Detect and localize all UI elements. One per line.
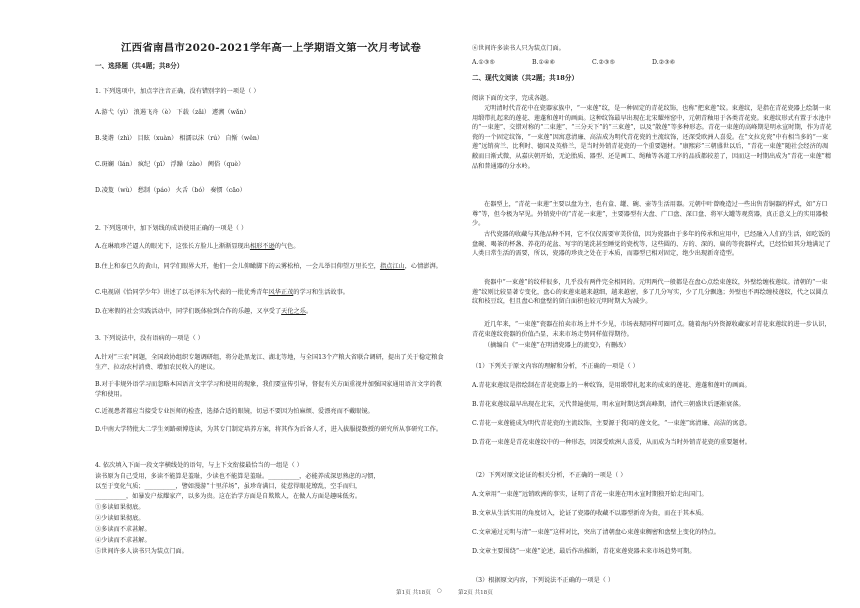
q4-item-1: ①多读如果彻底。 — [95, 504, 145, 511]
footer-left-page-number: 第1页 共18页 — [396, 590, 431, 596]
passage-source: （摘编自《“一束莲”在明清瓷器上的流变》，有删改） — [484, 342, 630, 349]
q6-stem: （2）下列对原文论证的相关分析，不正确的一项是（ ） — [472, 472, 627, 479]
q4-stem: 4. 依次填入下面一段文字横线处的语句，与上下文衔接最恰当的一组是（ ） — [95, 462, 303, 469]
q6-option-b: B.文章从生活实用的角度切入，论证了瓷器的收藏不以器型新奇为贵，而在于其本质。 — [472, 510, 708, 517]
q4-passage-line3: __________，如暴发户炫耀家产，以多为贵。这在治学方面是自欺欺人，在做人方面是趣味低劣。 — [95, 493, 362, 500]
q2-option-a: A.在琳琅珍芒逼人的眼光下，这张长方脸儿上渐渐显现出相形不逊的气色。 — [95, 243, 300, 250]
q5-option-d: D.青花一束莲是青花束莲纹中的一种形态，因深受欧洲人喜爱，从而成为当时外销青花瓷的重要题材。 — [472, 439, 751, 446]
passage-paragraph-1: 元明清时代青花中在瓷器家族中，“一束莲”纹，是一种固定的青花纹饰，也称“把束莲”纹。束莲纹，是指在青花瓷器上绘制一束用缎带扎起来的莲花、莲蓬和莲叶的画面。这种纹饰最早出现在北宋耀州窑中，元朝青釉用于各类青花瓷。束莲纹形式有置于水池中的“一束莲”、交错对称的“二束莲”、“三分天下”的“三束莲”，以及“散莲”等多种形态。青花一束莲的高峰期是明永宣时期，作为青花瓷的一个固定纹饰，“一束莲”因寓意清廉、高洁成为明代青花瓷的主流纹饰，还深受欧洲人喜爱。在“文拉克瓷”中有相当多的“一束莲”远销荷兰、比利时、德国及英格兰，是当时外销青花瓷的一个重要题材。“康熙彩”三朝盛世以后，“青花一束莲”随社会经济的凋敝而日渐式微，从嘉庆朝开始，无论胎质、器型、还是画工、绳釉等各道工序的品质都较差了，因而这一时期出成为“青花一束莲”精品和普通器的分水岭。 — [472, 105, 832, 170]
q3-option-d: D.中南大学特批大二学生刘路硕博连读，为其专门制定培养方案，将其作为后备人才，进入拔服提数授的研究所从事研究工作。 — [95, 426, 443, 433]
q4-item-5: ⑤世间许多人读书只为装点门面。 — [95, 548, 188, 555]
q3-option-b: B.对于非规外语学习而忽略本国语言文字学习和使用的现象，我们要宣传引导，督促有关方面重视并加强国家通用语言文字的教学和使用。 — [95, 381, 442, 398]
page-title: 江西省南昌市2020-2021学年高一上学期语文第一次月考试卷 — [120, 42, 422, 54]
section2-heading: 二、现代文阅读（共2题；共18分） — [472, 74, 579, 82]
footer-right-page-number: 第2页 共18页 — [458, 590, 493, 596]
passage-paragraph-2: 在器型上，“青花一束莲”主要以盘为主，也有盒、罐、碗、壶等生活用器。元朝中叶曾晚造过一些出售青铜器的样式，如“方口尊”等，但今极为罕见。外销瓷中的“青花一束莲”，主要器型有大盘、广口盘、深口盘、将军大罐等观赏器，真正意义上的实用器极少。 — [472, 201, 828, 228]
q5-option-a: A.青花束莲纹是指绘制在青花瓷器上的一种纹饰，是用缎带扎起来的成束的莲花、莲蓬和莲叶的画面。 — [472, 382, 751, 389]
q2-option-b: B.住上和泰已久的黄山，同学们眼界大开，他们一会儿仰瞰脚下的云雾松柏，一会儿举目仰望万里长空，指点江山，心情澎湃。 — [95, 263, 442, 270]
q6-option-a: A.文章用“一束莲”远销欧洲的事实，证明了青花一束莲在明永宣时期独开始走出国门。 — [472, 491, 708, 498]
q4-option-c: C.②③⑤ — [592, 59, 616, 66]
q5-option-b: B.青花束莲纹最早出现在北宋，元代普遍使用，明永宣时期达到高峰期，清代三朝盛世后逐渐衰落。 — [472, 401, 745, 408]
q4-item-2: ②少读如果彻底。 — [95, 515, 145, 522]
q6-option-c: C.文章通过元明与清“一束莲”这样对比，突出了清朝盘心束莲束稠密和盘壁上变化的特点。 — [472, 529, 720, 536]
q4-options — [472, 58, 832, 68]
q3-stem: 3. 下列说法中，没有语病的一项是（ ） — [95, 335, 204, 342]
q1-option-d: D.凌夐（wù） 愁制（páo） 火舌（bó） 奏惯（cāo） — [95, 187, 246, 194]
q4-option-a: A.①③⑤ — [472, 59, 496, 66]
q2-stem: 2. 下列选项中，加下划线的成语使用正确的一项是（ ） — [95, 225, 248, 232]
q4-item-3: ③多读而不求甚解。 — [95, 526, 151, 533]
q3-option-c: C.近视患者都应当接受专业医师的检查，选择合适的眼镜，切忌不要因为怕麻烦、爱漂亮而不戴眼镜。 — [95, 408, 374, 415]
q2-option-d: D.在寒假的社会实践活动中，同学们既体验到合作的乐趣，又享受了天伦之乐。 — [95, 308, 313, 315]
q1-option-b: B.斐谐（zhì） 目眩（xuàn） 相濡以沫（rú） 自惭（wěn） — [95, 135, 264, 142]
passage-paragraph-5: 近几年来，“一束莲”瓷器在拍卖市场上并不少见，市场表现同样可圈可点。随着海内外资源收藏家对青花束莲纹的进一步认识，青花束莲纹瓷器的价值凸显，未来市场走势同样值得期待。 — [472, 321, 831, 338]
section1-heading: 一、选择题（共4题；共8分） — [95, 62, 184, 70]
q1-option-c: C.斑斓（lán） 疯纪（pī） 浮躁（zào） 阙俗（què） — [95, 161, 245, 168]
q4-passage-line2: 以至于变化气质；__________，譬如漫游“十里洋场”，虽珍奇满目，徒惹得眼花缭乱，空手而归， — [95, 483, 362, 490]
q4-passage-line1: 读书原为自己受用，多读不能算是羞耻，少读也不能算是羞耻。__________，必能养成深思熟虑的习惯， — [95, 473, 380, 480]
q6-option-d: D.文章主要围绕“一束莲”论述，最后作出推断，青花束莲瓷器未来市场趋势可期。 — [472, 548, 696, 555]
q4-item-6: ⑥世间许多读书人只为装点门面。 — [472, 45, 565, 52]
q1-option-a: A.游弋（yì） 浪遏飞舟（è） 下载（zǎi） 遽溯（wǎn） — [95, 109, 250, 116]
passage-paragraph-3: 古代瓷器的收藏与其他品种不同，它不仅仅需要审美价值，因为瓷器由于多年的传承和应用中，已经融入人们的生活，如吃饭的盘碗、喝茶的杯盏、养花的花盆、写字的笔洗甚至睡觉的瓷枕等，这些圆的、方的、深的、扁的等瓷器样式，已经恰如其分地满足了人类日常生活的需要，所以，瓷器的珍贵之处在于本质，而器型已相对固定，绝少出现新奇造型。 — [472, 231, 831, 258]
q3-option-a: A.针对“三农”问题，全国政协组织专题调研组，将分赴黑龙江、湖北等地，与全国13个产粮大省联合调研，提出了关于稳定粮食生产、拉动农村消费、增加农民收入的建议。 — [95, 354, 444, 371]
reading-intro: 阅读下面的文字，完成各题。 — [472, 95, 553, 102]
q5-option-c: C.青花一束莲能成为明代青花瓷的主流纹饰，主要源于我国的莲文化，“一束莲”寓清廉、高洁的寓意。 — [472, 420, 751, 427]
q7-stem: （3）根据原文内容，下列说法不正确的一项是（ ） — [472, 577, 615, 584]
q2-option-c: C.电视剧《恰同学少年》讲述了以毛泽东为代表的一批优秀青年风华正茂的学习和生活故事。 — [95, 289, 349, 296]
q4-option-d: D.②③⑥ — [652, 59, 676, 66]
footer-divider-icon: ○ — [437, 588, 442, 594]
passage-paragraph-4: 瓷器中“一束莲”的纹样很多，几乎没有两件完全相同的。元明两代一般都是在盘心点绘束莲纹，外壁绘缠枝莲纹。清朝的“一束莲”纹则比较显著专变化，盘心的束莲束越来越细，越来越密，多了几分写实，少了几分飘逸；外壁也不再绘缠枝莲纹，代之以圆点纹和枝豆纹，但且盘心和盘壁的留白面积也较元明时期大为减少。 — [472, 279, 828, 306]
q4-option-b: B.①④⑥ — [532, 59, 556, 66]
q4-item-4: ④少读而不求甚解。 — [95, 537, 151, 544]
q1-stem: 1. 下列选项中，加点字注音正确，没有错别字的一项是（ ） — [95, 88, 260, 95]
q5-stem: （1）下列关于原文内容的理解和分析，不正确的一项是（ ） — [472, 363, 639, 370]
